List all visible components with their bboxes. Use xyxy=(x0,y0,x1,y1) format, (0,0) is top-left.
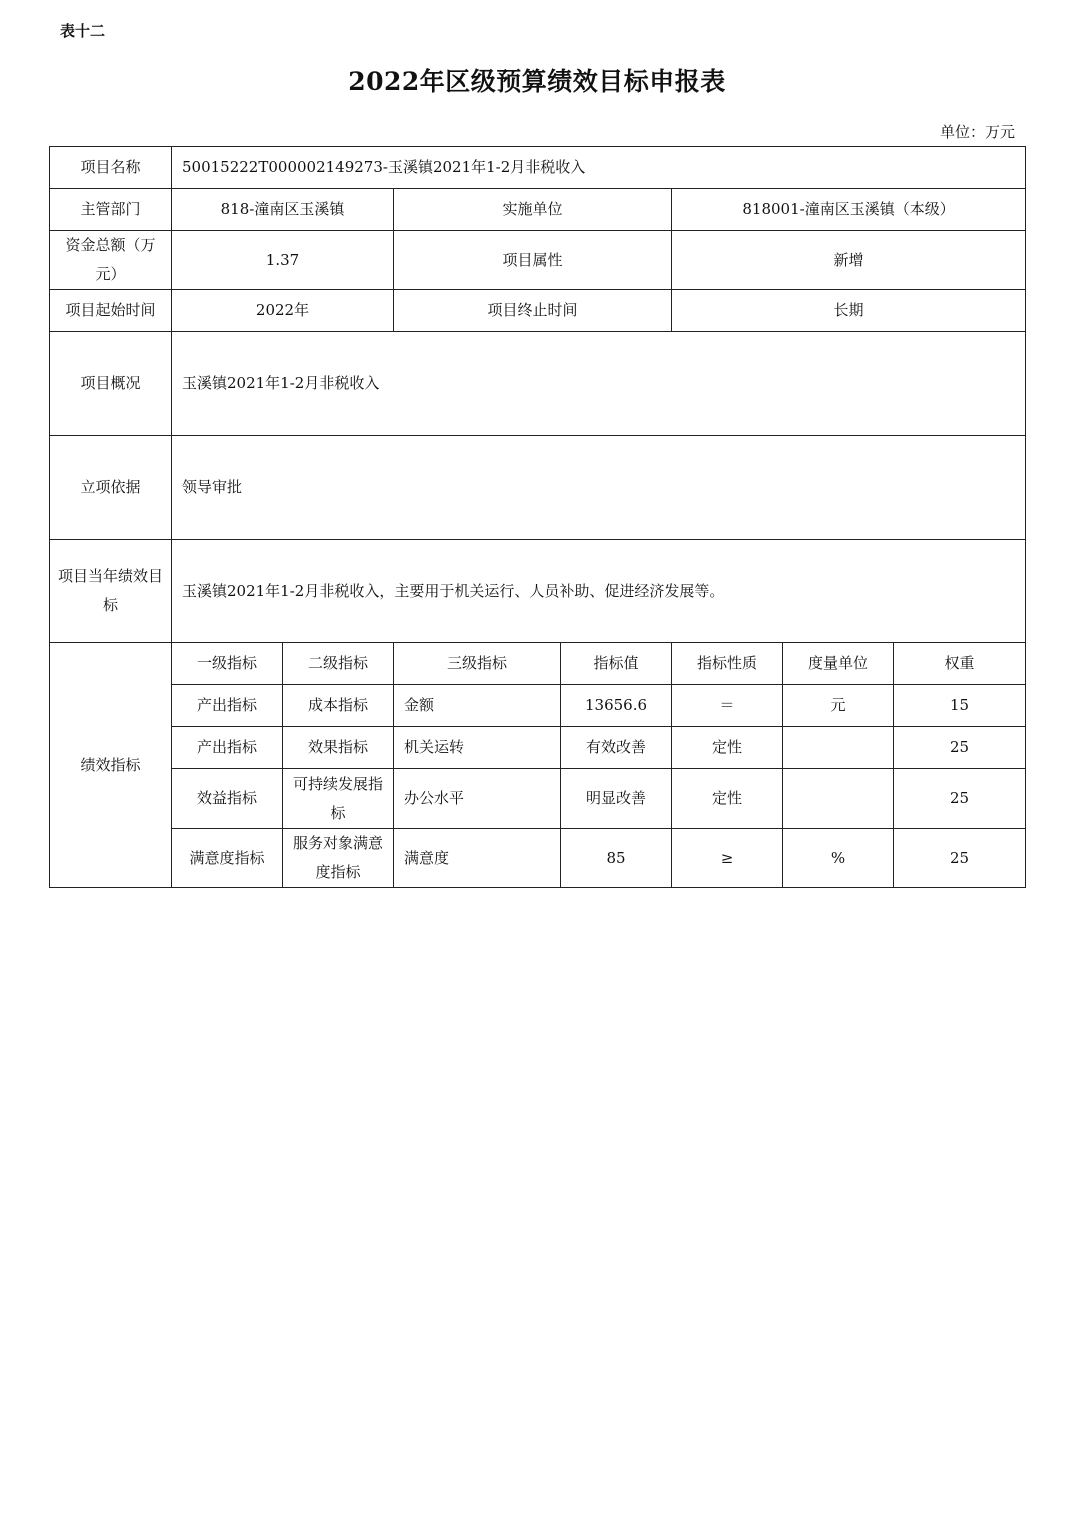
end-time-label: 项目终止时间 xyxy=(394,290,672,332)
value-cell: 有效改善 xyxy=(561,727,672,769)
value-cell: 85 xyxy=(561,829,672,888)
header-unit: 度量单位 xyxy=(783,643,894,685)
indicator-row xyxy=(50,727,1026,769)
row-overview xyxy=(50,332,1026,436)
unit-label: 单位：万元 xyxy=(939,123,1015,141)
unit-cell: % xyxy=(783,829,894,888)
table-number: 表十二 xyxy=(60,22,106,40)
row-basis xyxy=(50,436,1026,540)
department-label: 主管部门 xyxy=(50,189,172,231)
indicator-row xyxy=(50,685,1026,727)
nature-cell: ＝ xyxy=(672,685,783,727)
row-period xyxy=(50,290,1026,332)
level3-cell: 金额 xyxy=(394,685,561,727)
weight-cell: 25 xyxy=(894,769,1026,829)
level1-cell: 满意度指标 xyxy=(172,829,283,888)
nature-cell: ≥ xyxy=(672,829,783,888)
annual-goal-value: 玉溪镇2021年1-2月非税收入，主要用于机关运行、人员补助、促进经济发展等。 xyxy=(172,540,1026,643)
fund-total-value: 1.37 xyxy=(172,231,394,290)
nature-cell: 定性 xyxy=(672,727,783,769)
weight-cell: 25 xyxy=(894,727,1026,769)
project-name-label: 项目名称 xyxy=(50,147,172,189)
level2-cell: 服务对象满意度指标 xyxy=(283,829,394,888)
level1-cell: 效益指标 xyxy=(172,769,283,829)
header-level2: 二级指标 xyxy=(283,643,394,685)
page-title: 2022年区级预算绩效目标申报表 xyxy=(348,67,726,96)
unit-cell xyxy=(783,769,894,829)
level3-cell: 办公水平 xyxy=(394,769,561,829)
indicator-row xyxy=(50,829,1026,888)
level3-cell: 满意度 xyxy=(394,829,561,888)
value-cell: 13656.6 xyxy=(561,685,672,727)
project-name-value: 50015222T000002149273-玉溪镇2021年1-2月非税收入 xyxy=(172,147,1026,189)
header-value: 指标值 xyxy=(561,643,672,685)
implementing-unit-label: 实施单位 xyxy=(394,189,672,231)
row-project-name xyxy=(50,147,1026,189)
header-nature: 指标性质 xyxy=(672,643,783,685)
level1-cell: 产出指标 xyxy=(172,685,283,727)
weight-cell: 25 xyxy=(894,829,1026,888)
header-level1: 一级指标 xyxy=(172,643,283,685)
start-time-value: 2022年 xyxy=(172,290,394,332)
overview-label: 项目概况 xyxy=(50,332,172,436)
row-department xyxy=(50,189,1026,231)
unit-cell xyxy=(783,727,894,769)
header-weight: 权重 xyxy=(894,643,1026,685)
weight-cell: 15 xyxy=(894,685,1026,727)
level3-cell: 机关运转 xyxy=(394,727,561,769)
end-time-value: 长期 xyxy=(672,290,1026,332)
indicators-section-label: 绩效指标 xyxy=(50,643,172,888)
level2-cell: 可持续发展指标 xyxy=(283,769,394,829)
row-goal xyxy=(50,540,1026,643)
level1-cell: 产出指标 xyxy=(172,727,283,769)
indicator-row xyxy=(50,769,1026,829)
basis-value: 领导审批 xyxy=(172,436,1026,540)
start-time-label: 项目起始时间 xyxy=(50,290,172,332)
project-attribute-label: 项目属性 xyxy=(394,231,672,290)
fund-total-label: 资金总额（万元） xyxy=(50,231,172,290)
indicator-header-row xyxy=(50,643,1026,685)
department-value: 818-潼南区玉溪镇 xyxy=(172,189,394,231)
budget-performance-table xyxy=(49,146,1026,888)
nature-cell: 定性 xyxy=(672,769,783,829)
level2-cell: 成本指标 xyxy=(283,685,394,727)
level2-cell: 效果指标 xyxy=(283,727,394,769)
row-fund xyxy=(50,231,1026,290)
basis-label: 立项依据 xyxy=(50,436,172,540)
implementing-unit-value: 818001-潼南区玉溪镇（本级） xyxy=(672,189,1026,231)
overview-value: 玉溪镇2021年1-2月非税收入 xyxy=(172,332,1026,436)
value-cell: 明显改善 xyxy=(561,769,672,829)
annual-goal-label: 项目当年绩效目标 xyxy=(50,540,172,643)
unit-cell: 元 xyxy=(783,685,894,727)
header-level3: 三级指标 xyxy=(394,643,561,685)
project-attribute-value: 新增 xyxy=(672,231,1026,290)
